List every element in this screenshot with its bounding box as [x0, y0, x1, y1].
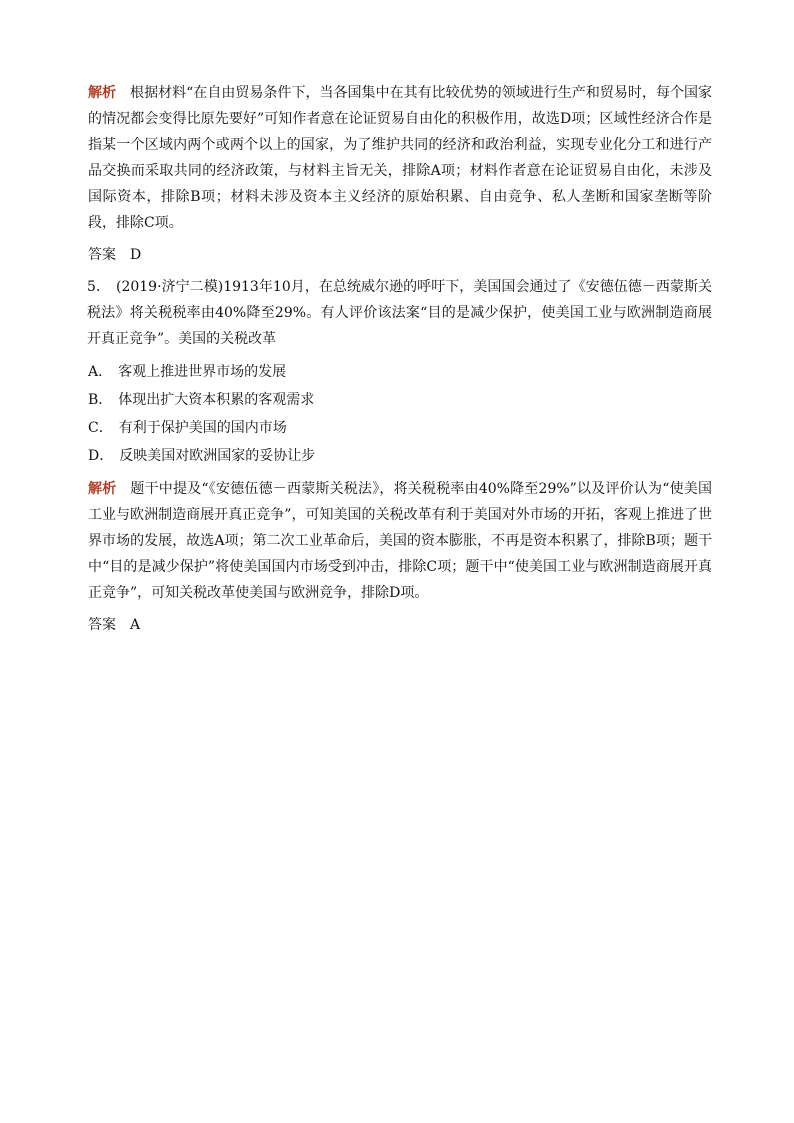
document-page — [88, 80, 712, 638]
option-text: 反映美国对欧洲国家的妥协让步 — [119, 448, 316, 464]
answer-label: 答案 — [88, 247, 116, 263]
option-text: 体现出扩大资本积累的客观需求 — [118, 392, 315, 408]
question-number: 5． — [87, 279, 110, 295]
analysis-paragraph-2 — [88, 476, 712, 606]
option-letter: A． — [88, 364, 113, 380]
answer-value: A — [130, 617, 141, 633]
option-text: 有利于保护美国的国内市场 — [118, 420, 287, 436]
option-text: 客观上推进世界市场的发展 — [118, 364, 287, 380]
option-b — [88, 386, 712, 414]
answer-line-1 — [88, 242, 712, 268]
analysis-label: 解析 — [88, 85, 117, 101]
question-5-stem — [87, 274, 712, 352]
question-text: (2019·济宁二模)1913年10月，在总统威尔逊的呼吁下，美国国会通过了《安德伍德－西蒙斯关税法》将关税税率由40%降至29%。有人评价该法案“目的是减少保护，使美国工业与欧洲制造商展开真正竞争”。美国的关税改革 — [87, 279, 712, 347]
analysis-label: 解析 — [88, 481, 117, 497]
analysis-text: 题干中提及“《安德伍德－西蒙斯关税法》，将关税税率由40%降至29%”以及评价认为“使美国工业与欧洲制造商展开真正竞争”，可知美国的关税改革有利于美国对外市场的开拓，客观上推进了世界市场的发展，故选A项；第二次工业革命后，美国的资本膨胀，不再是资本积累了，排除B项；题干中“目的是减少保护”将使美国国内市场受到冲击，排除C项；题干中“使美国工业与欧洲制造商展开真正竞争”，可知关税改革使美国与欧洲竞争，排除D项。 — [88, 481, 712, 601]
analysis-paragraph-1 — [88, 80, 712, 236]
answer-value: D — [130, 247, 142, 263]
answer-label: 答案 — [88, 617, 116, 633]
analysis-text: 根据材料“在自由贸易条件下，当各国集中在其有比较优势的领域进行生产和贸易时，每个国家的情况都会变得比原先要好”可知作者意在论证贸易自由化的积极作用，故选D项；区域性经济合作是指某一个区域内两个或两个以上的国家，为了维护共同的经济和政治利益，实现专业化分工和进行产品交换而采取共同的经济政策，与材料主旨无关，排除A项；材料作者意在论证贸易自由化，未涉及国际资本，排除B项；材料未涉及资本主义经济的原始积累、自由竞争、私人垄断和国家垄断等阶段，排除C项。 — [88, 85, 713, 231]
option-c — [88, 414, 712, 442]
option-letter: D． — [88, 448, 114, 464]
answer-line-2 — [88, 612, 712, 638]
option-d — [88, 442, 712, 470]
option-a — [88, 358, 712, 386]
option-letter: B． — [88, 392, 113, 408]
option-letter: C． — [88, 420, 113, 436]
